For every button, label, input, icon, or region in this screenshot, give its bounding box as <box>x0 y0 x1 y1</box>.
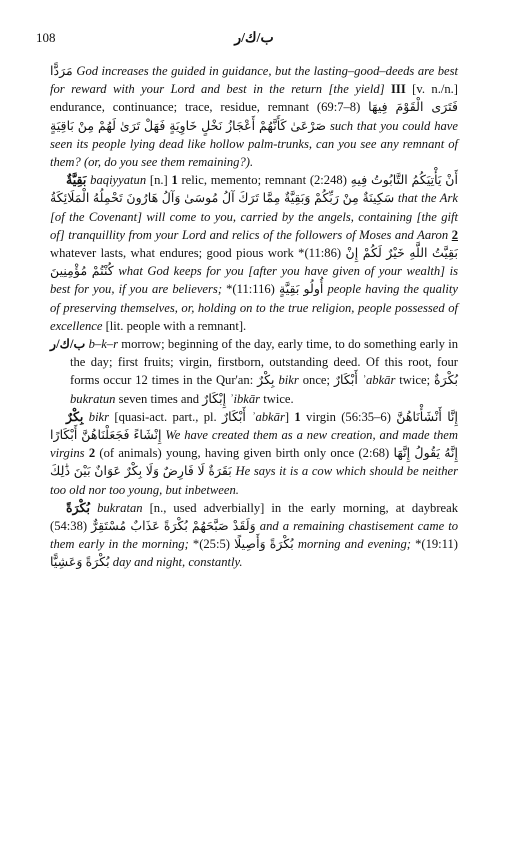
headword-transliteration: bikr <box>88 409 110 424</box>
arabic-quote: فَتَرَى الْقَوْمَ فِيهَا صَرْعَىٰ كَأَنَّهُمْ أَعْجَازُ نَخْلٍ خَاوِيَةٍ فَهَلْ تَرَىٰ لَهُمْ مِنْ بَاقِيَةٍ <box>50 100 458 133</box>
headword-transliteration: baqiyyatun <box>90 173 147 188</box>
translation-text: people having the quality of preserving themselves, or, holding on to the true religion, people possessed of excellence <box>50 282 458 333</box>
grammar-label: [quasi-act. part., pl. <box>114 409 217 424</box>
sense-number: 1 <box>171 173 178 188</box>
translation-text: morning and evening; <box>297 537 411 552</box>
definition-text: virgin (56:35–6) <box>306 409 391 424</box>
form-arabic: بِكْرٌ <box>257 373 275 388</box>
reference: *(19:11) <box>415 537 458 552</box>
form-count: twice; <box>399 373 431 388</box>
form-count: once; <box>302 373 331 388</box>
definition-text: whatever lasts, what endures; good pious work *(11:86) <box>50 246 342 261</box>
root-definition: morrow; beginning of the day, early time, to do something early in the day; first fruits; virgin, firstborn, outstanding deed. Of this root, four forms occur 12 times in the Qur'an: <box>70 337 458 388</box>
form-arabic: إِبْكَارٌ <box>202 391 227 406</box>
form-count: twice. <box>263 391 294 406</box>
root-entry-bkr <box>50 335 458 408</box>
sense-number: 2 <box>88 446 96 461</box>
translation-text: and a remaining chastisement came to them early in the morning; <box>50 519 459 552</box>
form-arabic: أَبْكَارٌ <box>333 373 358 388</box>
translation-text: He says it is a cow which should be neither too old nor too young, but inbetween. <box>50 464 459 497</box>
definition-text: [n., used adverbially] in the early morning, at daybreak (54:38) <box>50 500 458 534</box>
arabic-quote: مَرَدًّا <box>50 64 73 78</box>
plural-transliteration: ʾabkār <box>251 409 285 424</box>
entry-bikr <box>50 408 458 499</box>
headword-arabic: بَقِيَّةٌ <box>66 173 87 188</box>
arabic-quote: أَنْ يَأْتِيَكُمُ التَّابُوتُ فِيهِ سَكِينَةٌ مِنْ رَبِّكُمْ وَبَقِيَّةٌ مِمَّا تَرَكَ آلُ مُوسَىٰ وَآلُ هَارُونَ تَحْمِلُهُ الْمَلَائِكَةُ <box>50 173 458 206</box>
arabic-quote: بُكْرَةً وَعَشِيًّا <box>50 555 110 570</box>
translation-text: such that you could have seen its people lying dead like hollow palm-trunks, can you see any remnant of them? <box>50 118 458 170</box>
plural-arabic: أَبْكَارٌ <box>222 409 246 424</box>
arabic-quote: بَقِيَّتُ اللَّهِ خَيْرٌ لَكُمْ إِنْ كُنْتُمْ مُؤْمِنِينَ <box>50 246 458 279</box>
translation-text: day and night, constantly. <box>112 555 243 570</box>
form-arabic: بُكْرَةٌ <box>434 373 459 388</box>
arabic-quote: وَلَقَدْ صَبَّحَهُمْ بُكْرَةً عَذَابٌ مُسْتَقِرٌّ <box>91 519 256 534</box>
entry-bukratan <box>50 499 458 572</box>
reference: *(11:116) <box>226 282 275 297</box>
entry-baqiyyatun <box>50 171 458 335</box>
translation-text: God increases the guided in guidance, but the lasting–good–deeds are best for reward with your Lord and best in the return [the yield] <box>50 64 458 97</box>
translation-text: We have created them as a new creation, and made them virgins <box>50 428 458 461</box>
arabic-quote: بُكْرَةً وَأَصِيلًا <box>234 537 294 552</box>
translation-note: (or, do you see them remaining?). <box>83 155 254 170</box>
definition-text: relic, memento; remnant (2:248) <box>181 173 347 188</box>
headword-arabic: بِكْرٌ <box>66 409 84 424</box>
reference: *(25:5) <box>192 537 230 552</box>
translation-text: what God keeps for you [after you have given of your wealth] is best for you, if you are believers; <box>50 264 459 297</box>
grammar-label-close: ] <box>284 409 290 424</box>
form-transliteration: ʾabkār <box>361 373 396 388</box>
page-body <box>50 62 458 572</box>
grammar-label: [n.] <box>149 173 168 188</box>
arabic-quote: إِنَّهُ يَقُولُ إِنَّهَا بَقَرَةٌ لَا فَارِضٌ وَلَا بِكْرٌ عَوَانٌ بَيْنَ ذَٰلِكَ <box>50 446 458 479</box>
entry-continuation <box>50 62 458 171</box>
form-transliteration: bikr <box>278 373 299 388</box>
definition-text: (of animals) young, having given birth only once (2:68) <box>99 446 390 461</box>
form-transliteration: ʾibkār <box>229 391 261 406</box>
form-transliteration: bukratun <box>70 391 116 406</box>
sense-number: III <box>391 82 406 97</box>
definition-text: [v. n./n.] endurance, continuance; trace, residue, remnant (69:7–8) <box>50 82 458 115</box>
page-number: 108 <box>36 30 56 45</box>
arabic-quote: أُولُو بَقِيَّةٍ <box>278 282 324 297</box>
running-head: ب/ك/ر <box>234 31 274 46</box>
form-count: seven times and <box>118 391 200 406</box>
headword-arabic: بُكْرَةً <box>66 500 91 515</box>
definition-text: [lit. people with a remnant]. <box>105 318 247 333</box>
root-transliteration: b–k–r <box>88 337 118 352</box>
sense-number: 1 <box>294 409 301 424</box>
sense-number: 2 <box>451 227 458 242</box>
translation-text: that the Ark [of the Covenant] will come to you, carried by the angels, containing [the gift of] tranquillity from your Lord and relics of the followers of Moses and Aaron <box>50 191 458 242</box>
arabic-quote: إِنَّا أَنْشَأْنَاهُنَّ إِنْشَاءً فَجَعَلْنَاهُنَّ أَبْكَارًا <box>50 409 459 443</box>
headword-transliteration: bukratan <box>97 500 143 515</box>
root-arabic: ب/ك/ر <box>50 337 86 352</box>
